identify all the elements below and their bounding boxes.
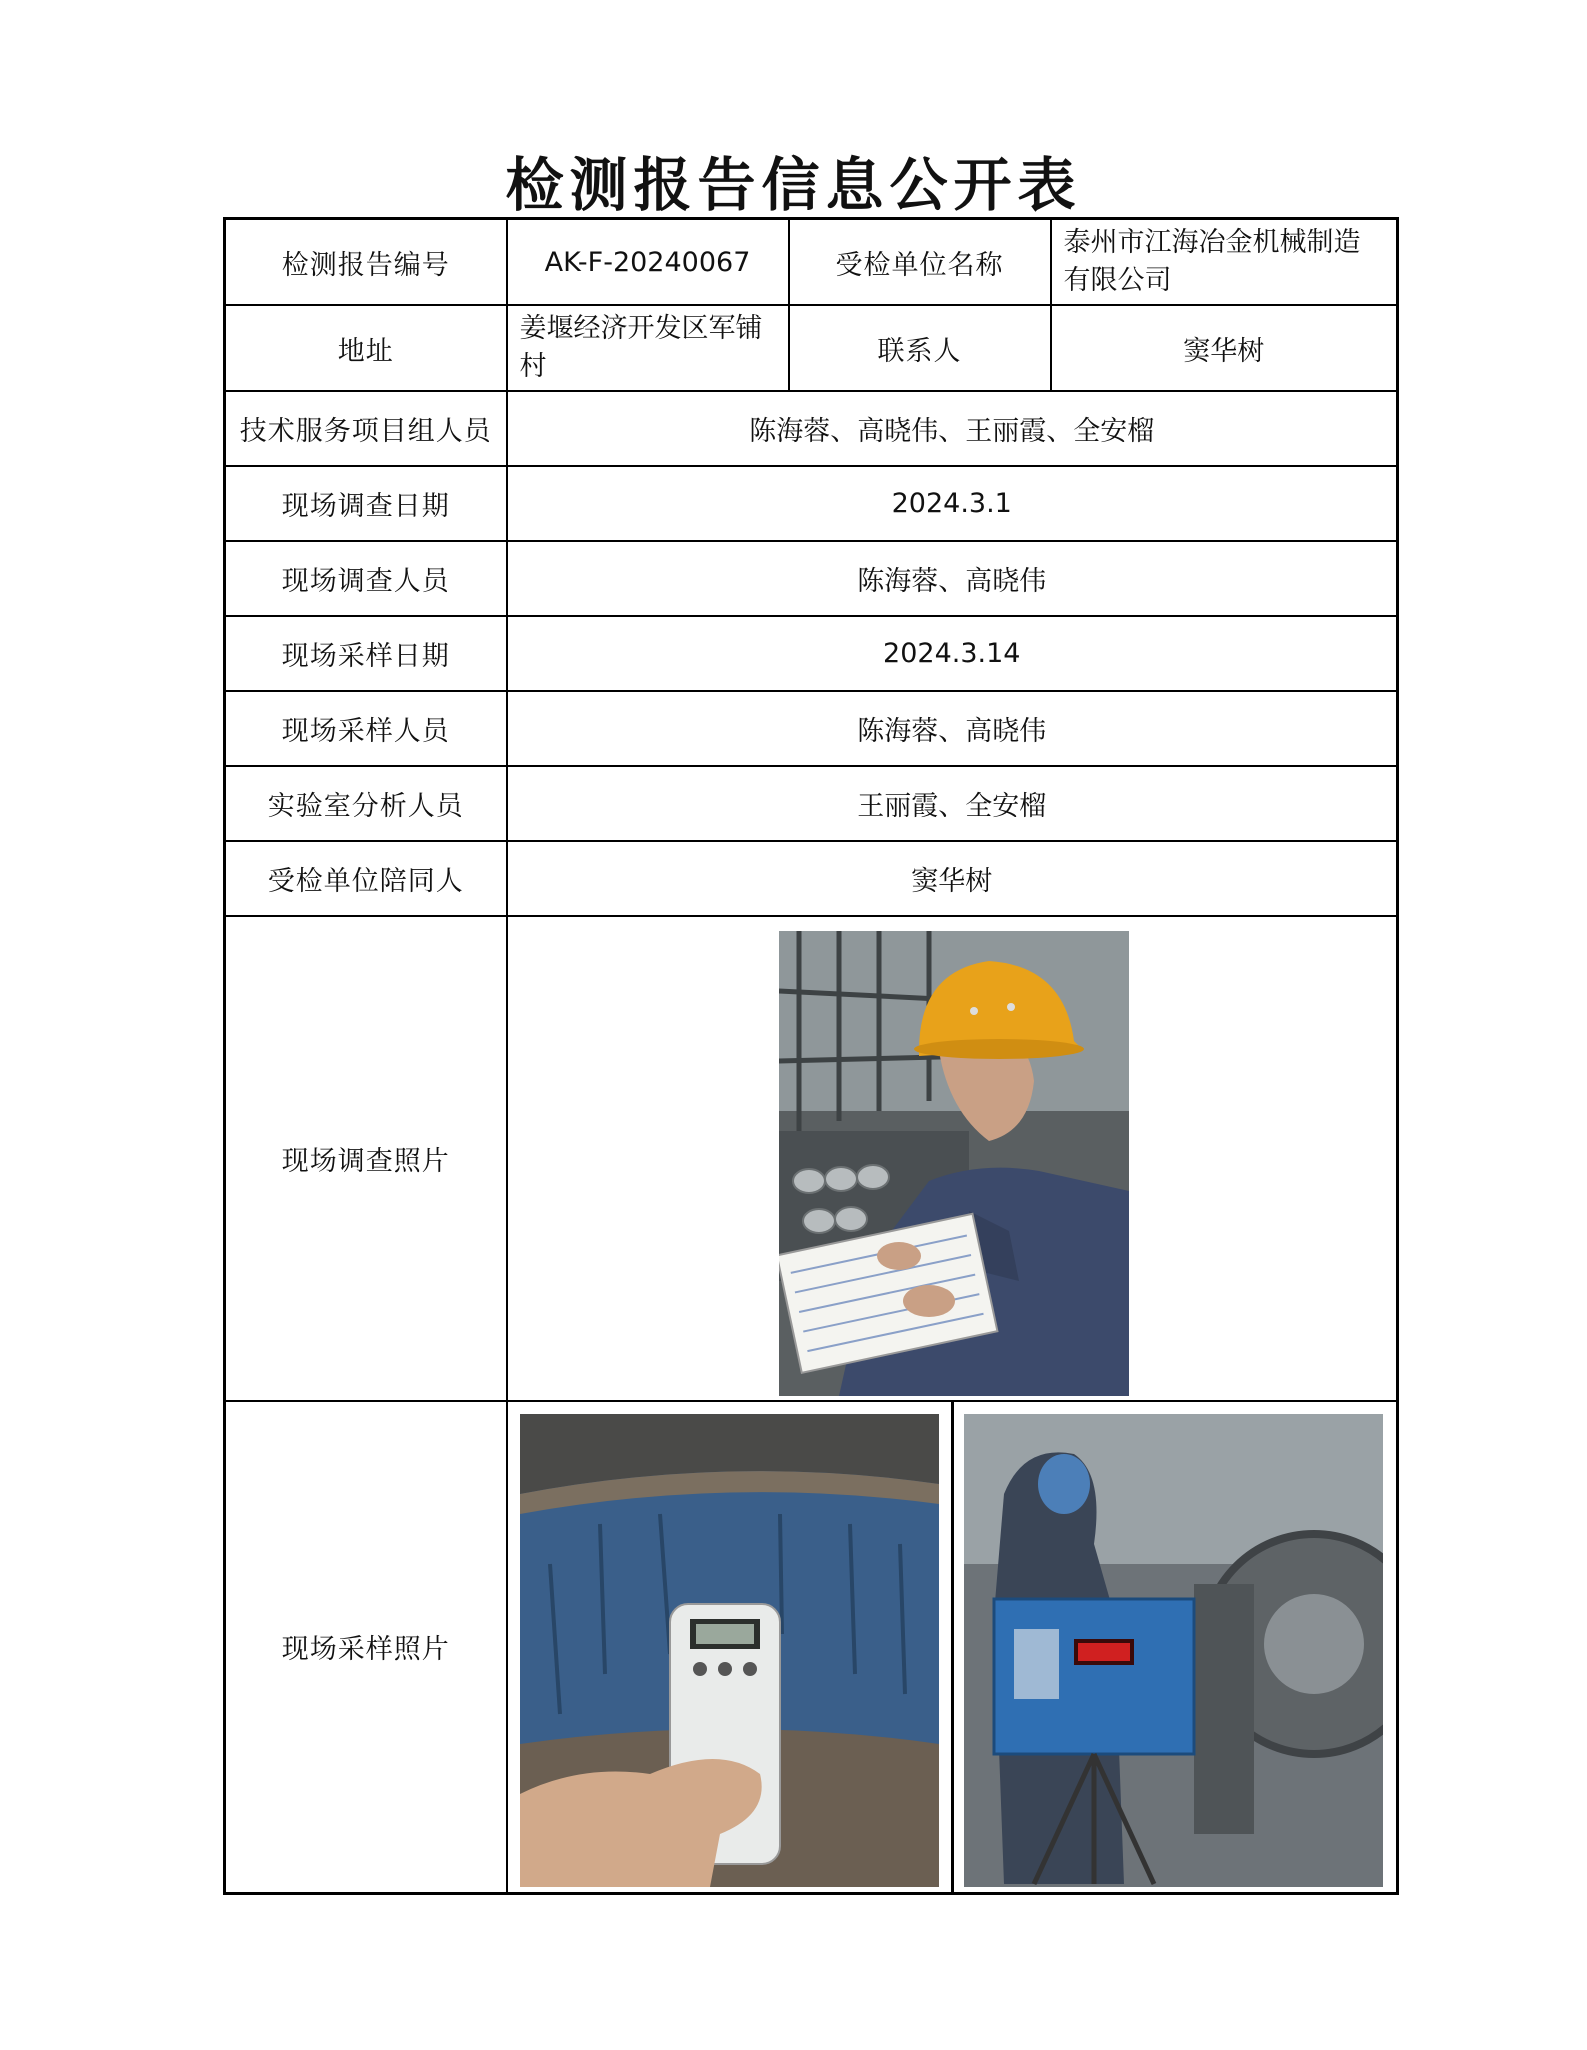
table-row: [225, 766, 1398, 841]
table-row: [225, 916, 1398, 1401]
label-team: 技术服务项目组人员: [225, 391, 507, 466]
label-survey-staff: 现场调查人员: [225, 541, 507, 616]
table-row: [225, 466, 1398, 541]
value-lab-staff: 王丽霞、全安榴: [507, 766, 1398, 841]
table-row: [225, 616, 1398, 691]
table-row: [225, 391, 1398, 466]
label-address: 地址: [225, 305, 507, 391]
value-company: 泰州市江海冶金机械制造有限公司: [1051, 219, 1398, 306]
value-team: 陈海蓉、高晓伟、王丽霞、全安榴: [507, 391, 1398, 466]
survey-photo: [779, 931, 1129, 1396]
value-address: 姜堰经济开发区军铺村: [507, 305, 789, 391]
label-sampling-staff: 现场采样人员: [225, 691, 507, 766]
label-contact: 联系人: [789, 305, 1051, 391]
sampling-photo-sound-meter: [520, 1414, 939, 1887]
value-sampling-staff: 陈海蓉、高晓伟: [507, 691, 1398, 766]
label-survey-photo: 现场调查照片: [225, 916, 507, 1401]
table-row: [225, 841, 1398, 916]
table-row: [225, 1401, 1398, 1893]
label-lab-staff: 实验室分析人员: [225, 766, 507, 841]
survey-photo-cell: [507, 916, 1398, 1401]
report-table: [223, 217, 1399, 1895]
sampling-photo-dust-sampler: [964, 1414, 1383, 1887]
value-contact: 窦华树: [1051, 305, 1398, 391]
label-report-no: 检测报告编号: [225, 219, 507, 306]
label-sampling-photo: 现场采样照片: [225, 1401, 507, 1893]
value-survey-date: 2024.3.1: [507, 466, 1398, 541]
photo-divider: [951, 1402, 954, 1893]
value-survey-staff: 陈海蓉、高晓伟: [507, 541, 1398, 616]
table-row: [225, 691, 1398, 766]
page-title: 检测报告信息公开表: [505, 151, 1082, 219]
table-row: [225, 219, 1398, 306]
table-row: [225, 541, 1398, 616]
value-sampling-date: 2024.3.14: [507, 616, 1398, 691]
label-survey-date: 现场调查日期: [225, 466, 507, 541]
sampling-photo-cell: [507, 1401, 1398, 1893]
value-escort: 窦华树: [507, 841, 1398, 916]
label-escort: 受检单位陪同人: [225, 841, 507, 916]
table-row: [225, 305, 1398, 391]
label-company: 受检单位名称: [789, 219, 1051, 306]
value-report-no: AK-F-20240067: [507, 219, 789, 306]
label-sampling-date: 现场采样日期: [225, 616, 507, 691]
